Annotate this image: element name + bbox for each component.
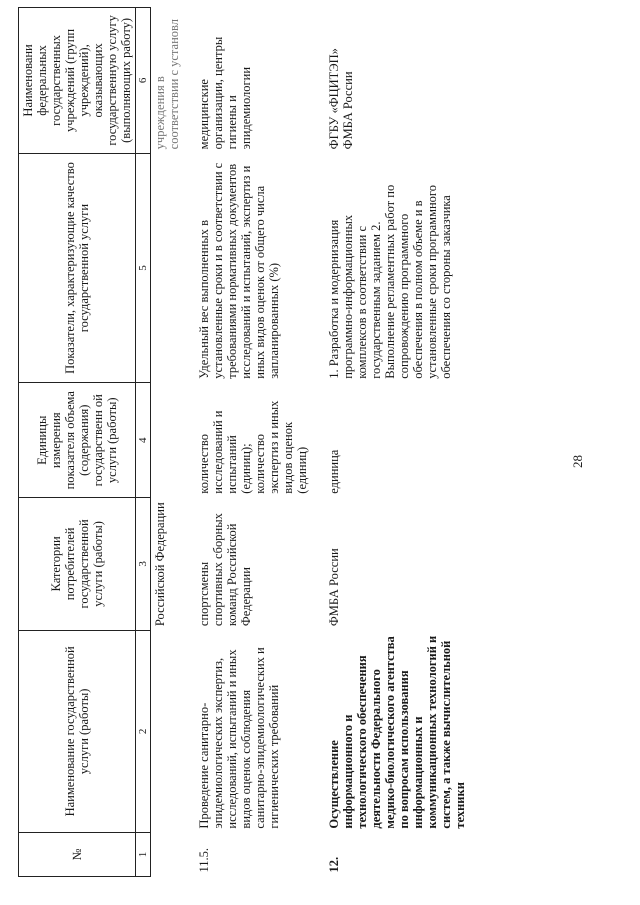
consumers: спортсмены спортивных сборных команд Российской Федерации: [197, 513, 253, 627]
units: количество исследований и испытаний (единиц); количество экспертиз и иных видов оценок (единиц): [197, 400, 309, 494]
column-number: 6: [136, 8, 151, 154]
service-name: Осуществление информационного и технологического обеспечения деятельности Федерального медико-биологического агентства по вопросам использования информационных и коммуникационных технологий и систем, а также вычислительной техники: [327, 635, 467, 829]
continuation-consumers: Российской Федерации: [153, 502, 167, 627]
consumers: ФМБА России: [327, 548, 341, 627]
header-service-name: Наименование государственной услуги (работы): [19, 630, 136, 832]
row-number: 11.5.: [197, 847, 211, 873]
continuation-row: [151, 8, 184, 877]
column-number: 1: [136, 833, 151, 877]
row-number: 12.: [327, 856, 341, 873]
page-number: 28: [570, 455, 585, 468]
header-consumer-categories: Категории потребителей государственной услуги (работы): [19, 498, 136, 630]
units: единица: [327, 449, 341, 494]
table-row: [311, 8, 469, 877]
header-row: [19, 8, 136, 877]
header-number: №: [19, 833, 136, 877]
header-institutions: Наименовани федеральных государственных учреждений (групп учреждений), оказывающих государственную услугу (выполняющих работу): [19, 8, 136, 154]
institutions: ФГБУ «ФЦИТЭП» ФМБА России: [327, 48, 355, 150]
column-number: 4: [136, 383, 151, 498]
header-units: Единицы измерения показателя объема (содержания) государственн ой услуги (работы): [19, 383, 136, 498]
continuation-institutions: учреждения в соответствии с установл: [153, 19, 181, 150]
institutions: медицинские организации, центры гигиены и эпидемиологии: [197, 36, 253, 150]
table-row: [183, 8, 311, 877]
services-table: [18, 7, 469, 877]
service-name: Проведение санитарно-эпидемиологических экспертиз, исследований, испытаний и иных видов оценок соблюдения санитарно-эпидемиологических и гигиенических требований: [197, 647, 281, 829]
quality-indicators: Удельный вес выполненных в установленные сроки и в соответствии с требованиями нормативных документов исследований и испытаний, экспертиз и иных видов оценок от общего числа запланированных (%): [197, 162, 281, 379]
column-number: 5: [136, 153, 151, 382]
column-number-row: [136, 8, 151, 877]
column-number: 3: [136, 498, 151, 630]
column-number: 2: [136, 630, 151, 832]
quality-indicators: 1. Разработка и модернизация программно-информационных комплексов в соответствии с государственным заданием 2. Выполнение регламентных работ по сопровождению программного обеспечения в полном объеме и в установленные сроки программного обеспечения со стороны заказчика: [327, 184, 453, 379]
header-quality-indicators: Показатели, характеризующие качество государственной услуги: [19, 153, 136, 382]
